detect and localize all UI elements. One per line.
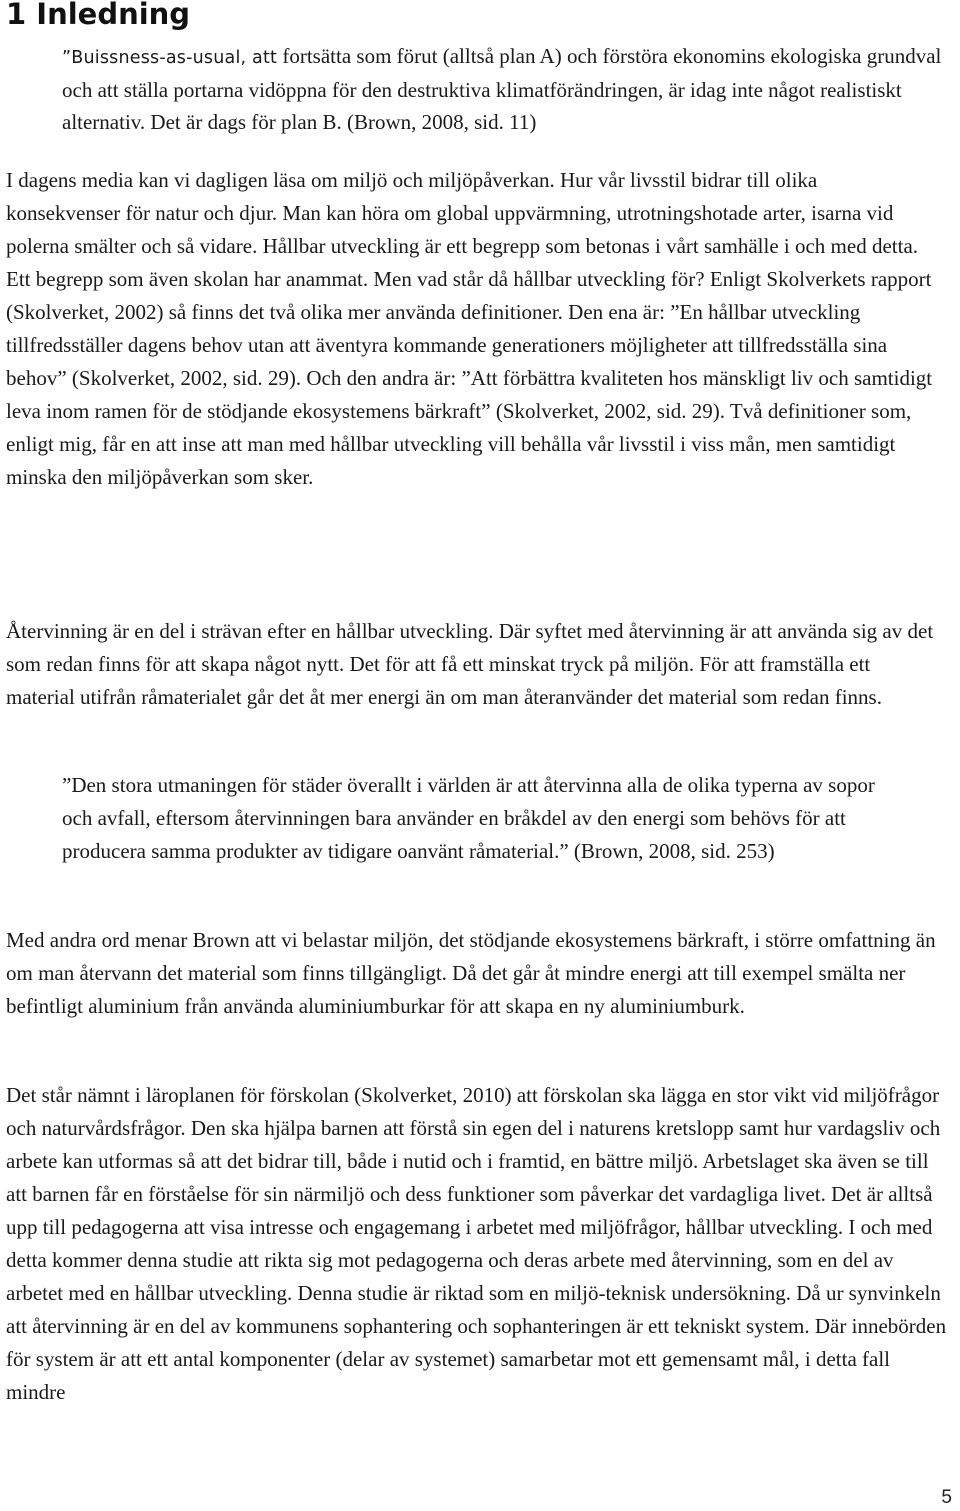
paragraph-brown-menar: Med andra ord menar Brown att vi belastar miljön, det stödjande ekosystemens bärkraft, i större omfattning än om man återvann det material som finns tillgängligt. Då det går åt mindre energi att till exempel smälta ner befintligt aluminium från använda aluminiumburkar för att skapa en ny aluminiumburk. bbox=[6, 928, 936, 1018]
quote-rest-text: fortsätta som förut (alltså plan A) och förstöra ekonomins ekologiska grundval och att ställa portarna vidöppna för den destruktiva klimatförändringen, är idag inte något realistiskt alternativ. Det är dags för plan B. (Brown, 2008, sid. 11) bbox=[62, 44, 942, 134]
block-quote-brown-stader: ”Den stora utmaningen för städer överallt i världen är att återvinna alla de olika typerna av sopor och avfall, eftersom återvinningen bara använder en bråkdel av den energi som behövs för att producera samma produkter av tidigare oanvänt råmaterial.” (Brown, 2008, sid. 253) bbox=[62, 773, 875, 863]
page-number: 5 bbox=[941, 1487, 952, 1508]
paragraph-atervinning: Återvinning är en del i strävan efter en hållbar utveckling. Där syftet med återvinning är att använda sig av det som redan finns för att skapa något nytt. Det för att få ett minskat tryck på miljön. För att framställa ett material utifrån råmaterialet går det åt mer energi än om man återanvänder det material som redan finns. bbox=[6, 619, 934, 709]
paragraph-laroplan: Det står nämnt i läroplanen för förskolan (Skolverket, 2010) att förskolan ska lägga en stor vikt vid miljöfrågor och naturvårdsfrågor. Den ska hjälpa barnen att förstå sin egen del i naturens kretslopp samt hur vardagsliv och arbete kan utformas så att det bidrar till, både i nutid och i framtid, en bättre miljö. Arbetslaget ska även se till att barnen får en förståelse för sin närmiljö och dess funktioner som påverkar det vardagliga livet. Det är alltså upp till pedagogerna att visa intresse och engagemang i arbetet med miljöfrågor, hållbar utveckling. I och med detta kommer denna studie att rikta sig mot pedagogerna och deras arbete med återvinning, som en del av arbetet med en hållbar utveckling. Denna studie är riktad som en miljö-teknisk undersökning. Då ur synvinkeln att återvinning är en del av kommunens sophantering och sophanteringen är ett tekniskt system. Där innebörden för system är att ett antal komponenter (delar av systemet) samarbetar mot ett gemensamt mål, i detta fall mindre bbox=[6, 1083, 947, 1404]
block-quote-brown-plan-b bbox=[62, 40, 942, 138]
paragraph-hallbar-utveckling: I dagens media kan vi dagligen läsa om miljö och miljöpåverkan. Hur vår livsstil bidrar till olika konsekvenser för natur och djur. Man kan höra om global uppvärmning, utrotningshotade arter, isarna vid polerna smälter och så vidare. Hållbar utveckling är ett begrepp som betonas i vårt samhälle i och med detta. Ett begrepp som även skolan har anammat. Men vad står då hållbar utveckling för? Enligt Skolverkets rapport (Skolverket, 2002) så finns det två olika mer använda definitioner. Den ena är: ”En hållbar utveckling tillfredsställer dagens behov utan att äventyra kommande generationers möjligheter att tillfredsställa sina behov” (Skolverket, 2002, sid. 29). Och den andra är: ”Att förbättra kvaliteten hos mänskligt liv och samtidigt leva inom ramen för de stödjande ekosystemens bärkraft” (Skolverket, 2002, sid. 29). Två definitioner som, enligt mig, får en att inse att man med hållbar utveckling vill behålla vår livsstil i viss mån, men samtidigt minska den miljöpåverkan som sker. bbox=[6, 168, 933, 489]
section-heading: 1 Inledning bbox=[6, 0, 191, 31]
quote-lead-text: ”Buissness-as-usual, att bbox=[62, 48, 278, 68]
